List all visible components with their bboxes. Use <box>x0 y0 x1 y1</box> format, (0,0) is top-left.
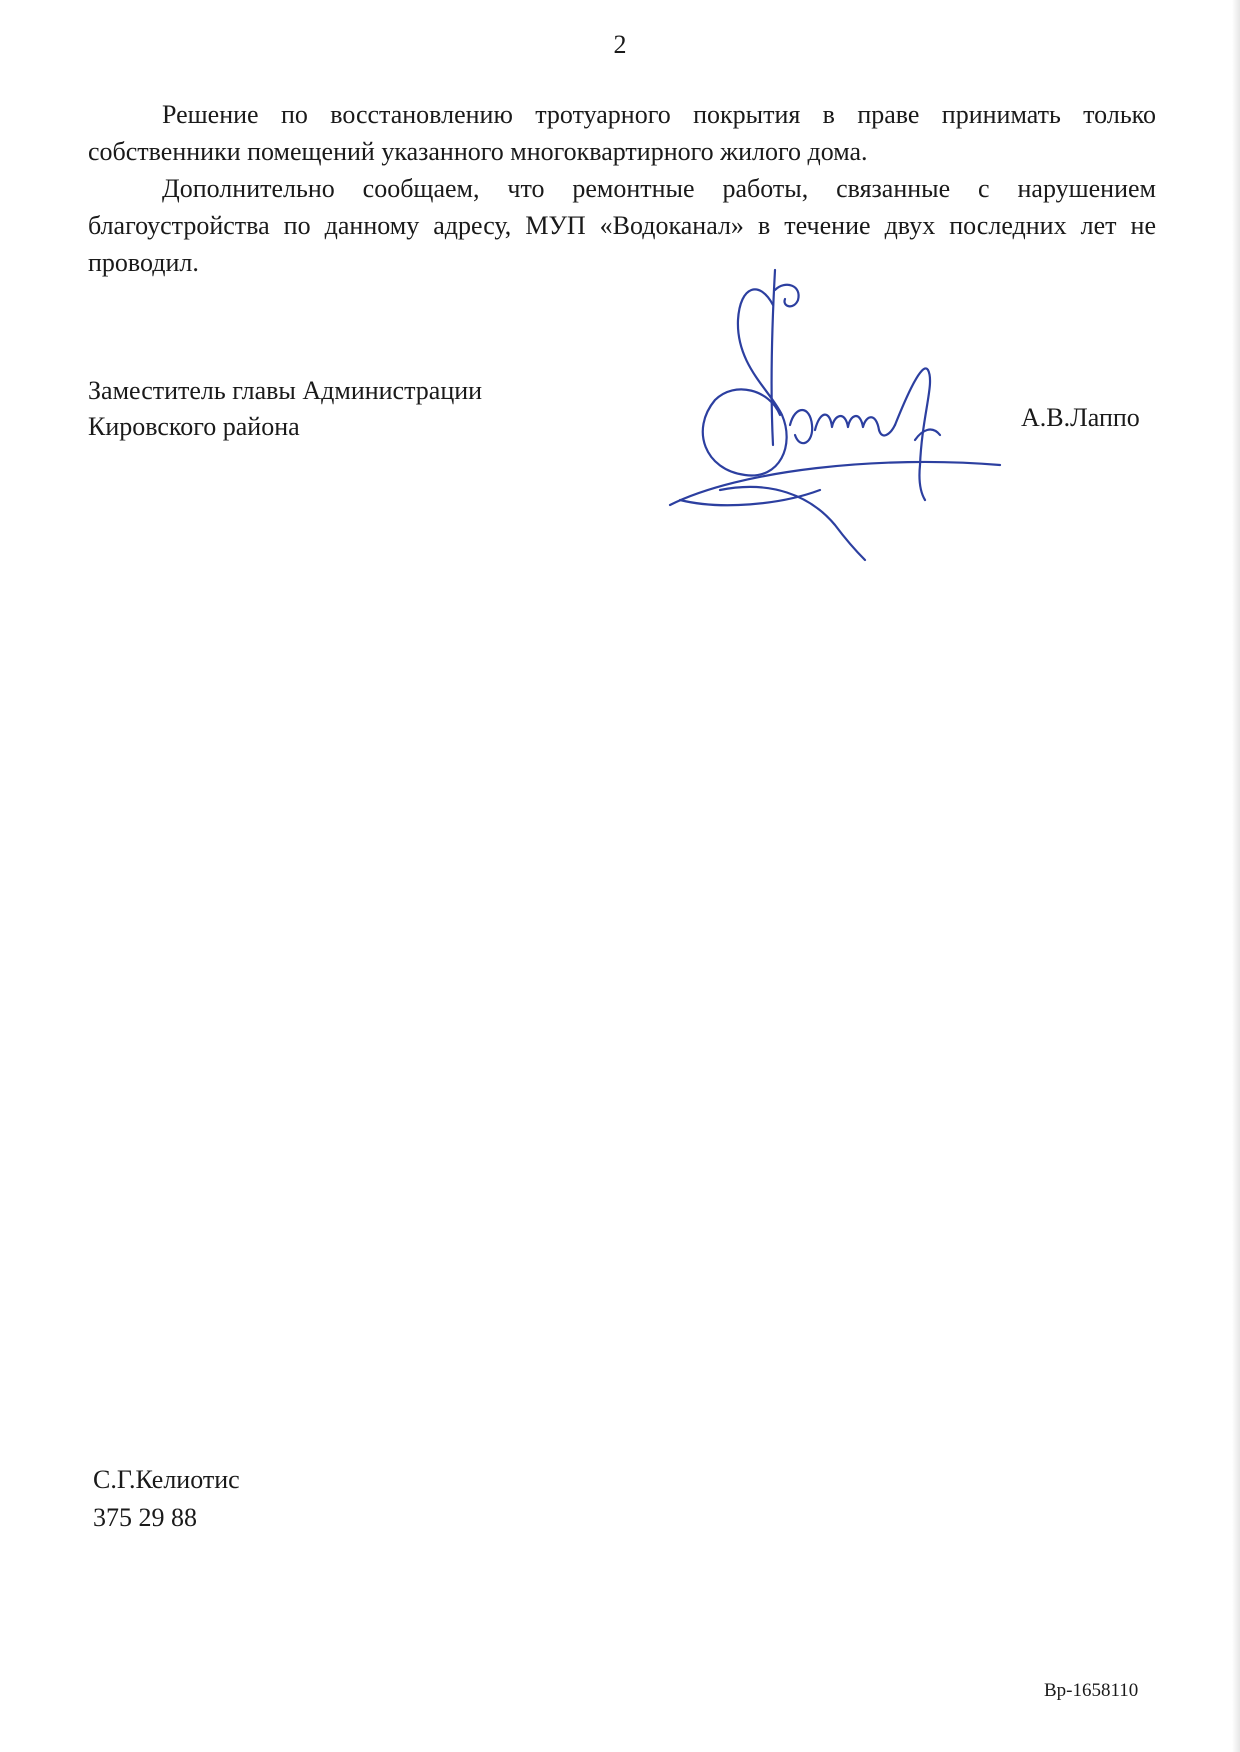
executor-info <box>93 1461 240 1537</box>
handwritten-signature <box>660 265 1030 565</box>
executor-name: С.Г.Келиотис <box>93 1465 240 1494</box>
executor-phone: 375 29 88 <box>93 1503 197 1532</box>
paragraph-decision: Решение по восстановлению тротуарного покрытия в праве принимать только собственники помещений указанного многоквартирного жилого дома. <box>88 100 1156 166</box>
signer-title <box>88 373 482 445</box>
signer-title-line2: Кировского района <box>88 412 300 441</box>
document-registration-number: Вр-1658110 <box>1044 1680 1139 1701</box>
signer-name: А.В.Лаппо <box>1021 403 1140 432</box>
signer-title-line1: Заместитель главы Администрации <box>88 376 483 405</box>
paragraph-additional-info: Дополнительно сообщаем, что ремонтные работы, связанные с нарушением благоустройства по данному адресу, МУП «Водоканал» в течение двух последних лет не проводил. <box>88 174 1156 277</box>
letter-body <box>88 96 1156 281</box>
page-number: 2 <box>613 30 627 59</box>
scan-edge-shadow <box>1232 0 1240 1752</box>
